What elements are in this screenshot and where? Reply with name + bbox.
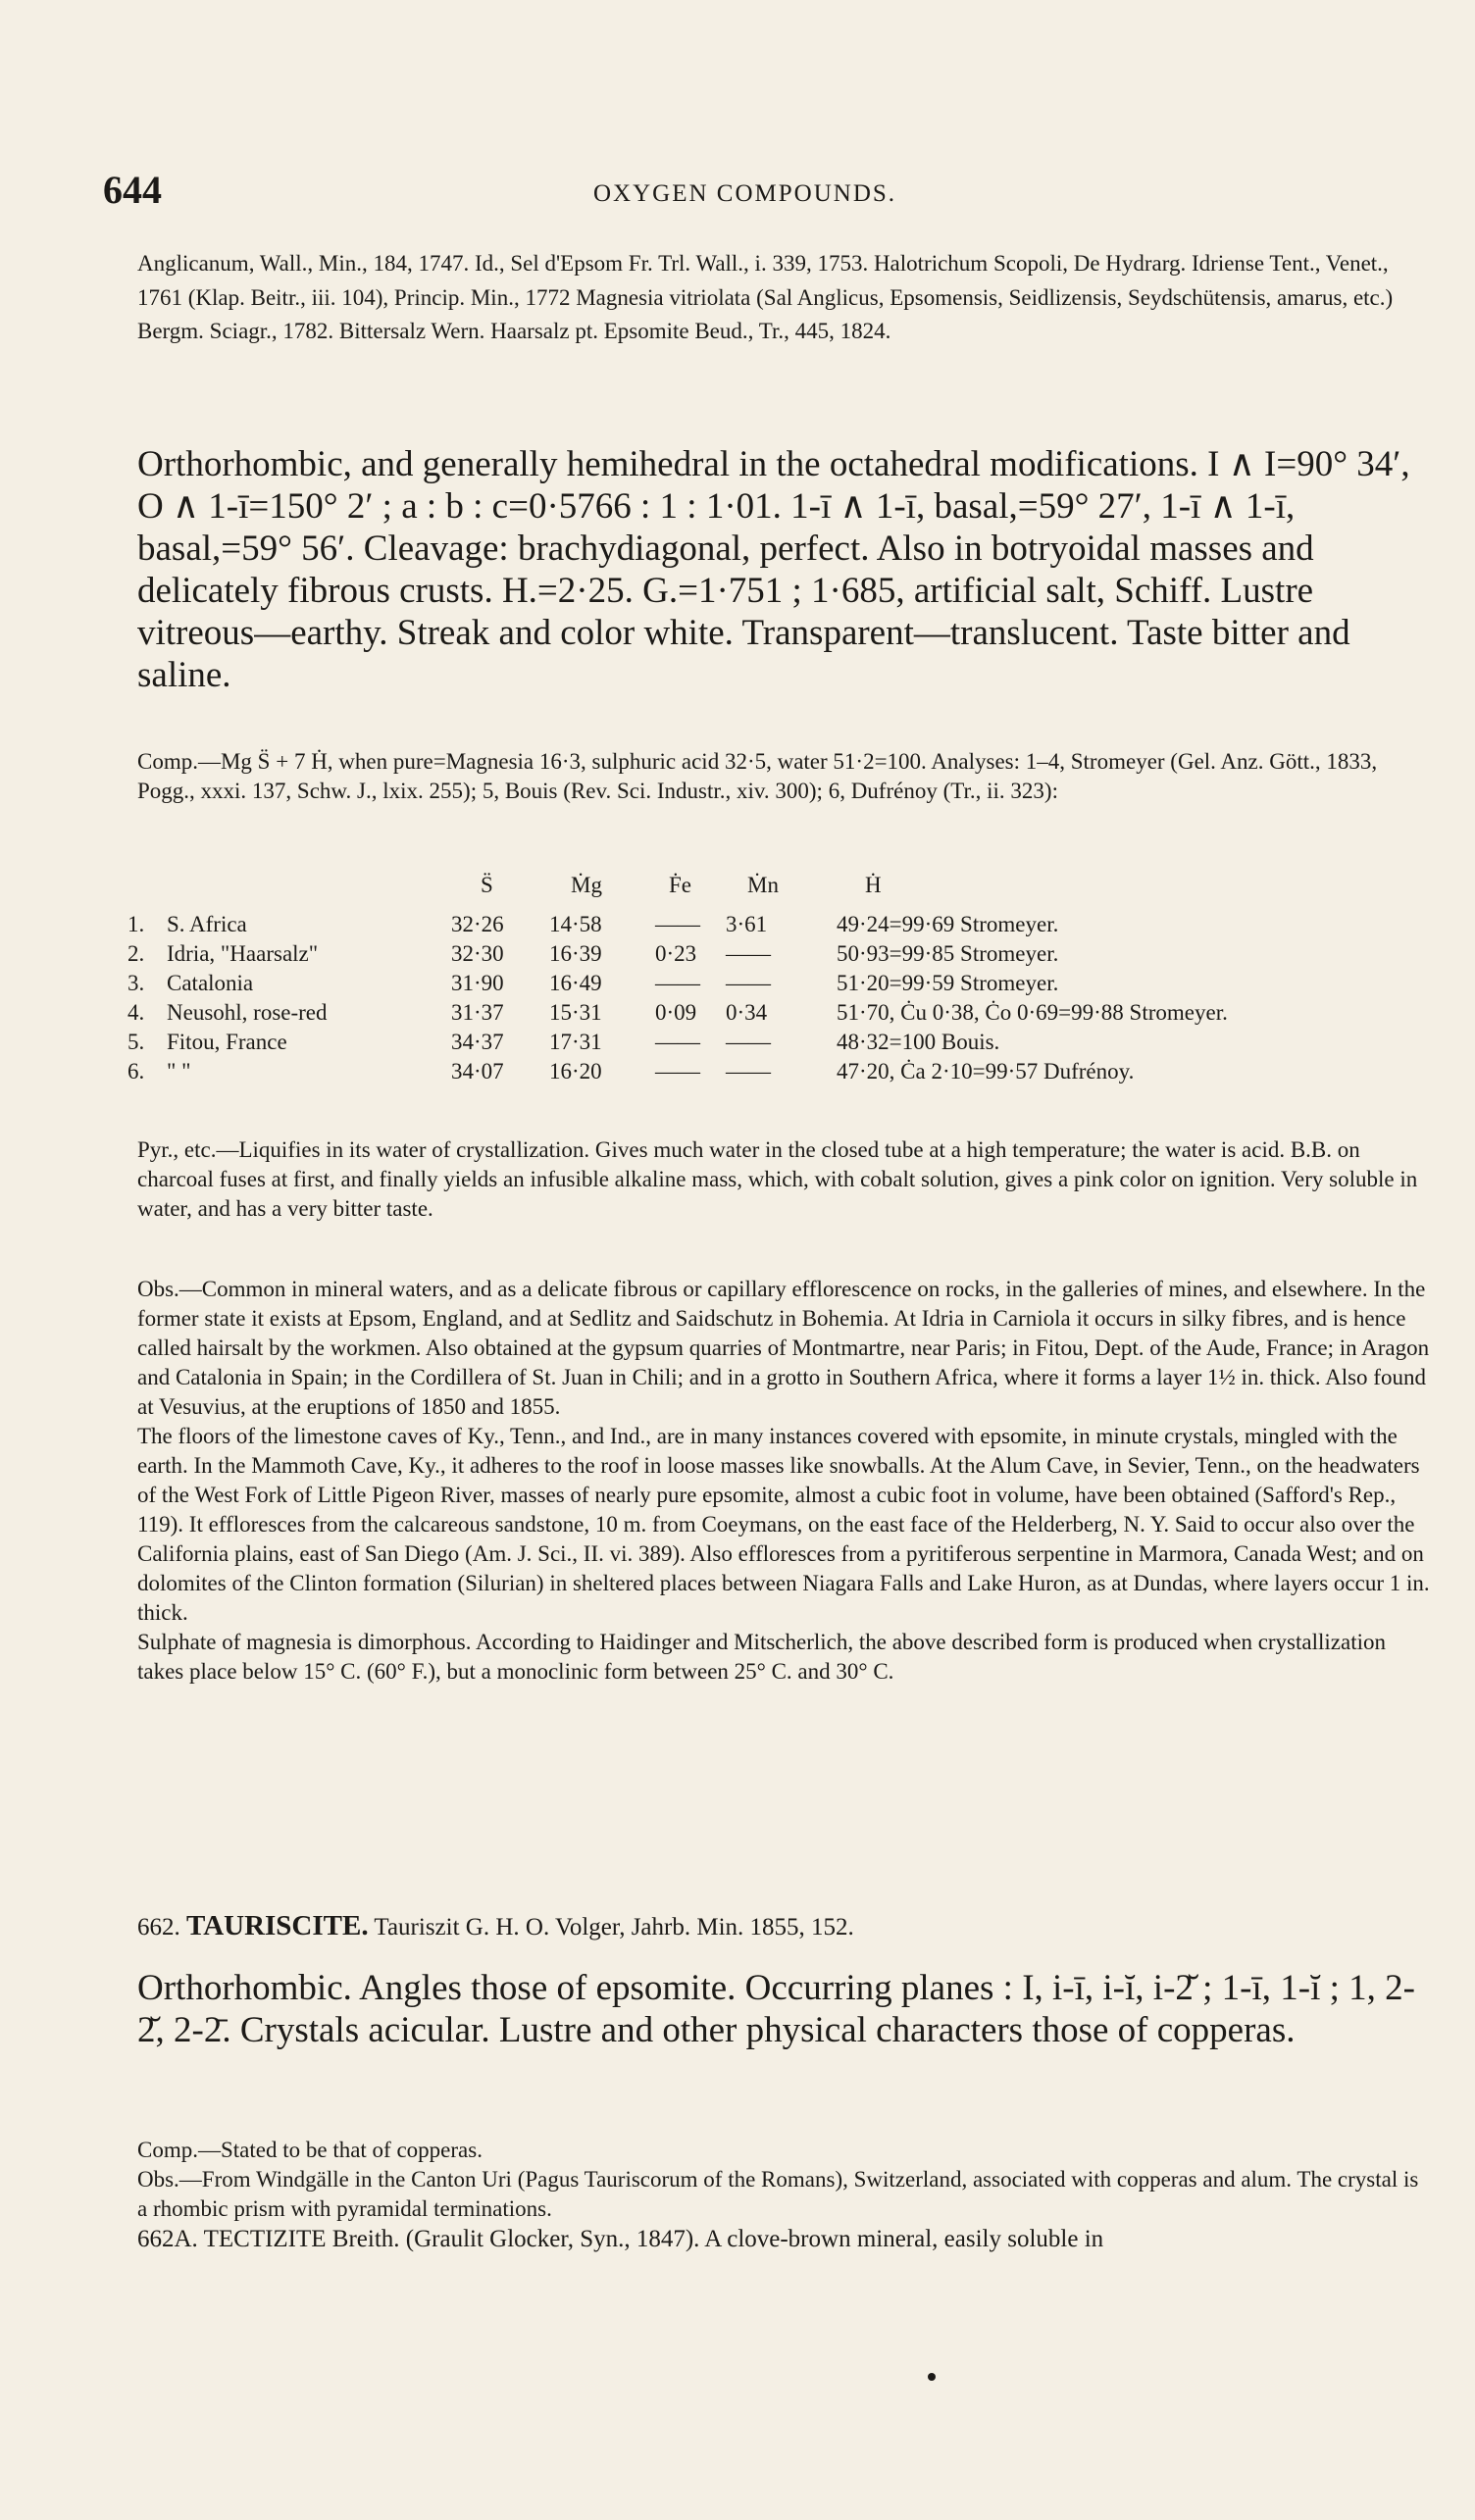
sulphuric-acid-value: 32·30 (451, 941, 504, 966)
species-662-observations: Obs.—From Windgälle in the Canton Uri (Pagus Tauriscorum of the Romans), Switzerland, associated with copperas and alum. The crystal is a rhombic prism with pyramidal terminations. (137, 2167, 1419, 2221)
manganese-value: 3·61 (726, 912, 768, 936)
composition-paragraph: Comp.—Mg S̈ + 7 Ḣ, when pure=Magnesia 16·3, sulphuric acid 32·5, water 51·2=100. Analyses: 1–4, Stromeyer (Gel. Anz. Gött., 1833, Pogg., xxxi. 137, Schw. J., lxix. 255); 5, Bouis (Rev. Sci. Industr., xiv. 300); 6, Dufrénoy (Tr., ii. 323): (137, 749, 1378, 803)
sulphuric-acid-value: 32·26 (451, 912, 504, 936)
observations-paragraph: The floors of the limestone caves of Ky., Tenn., and Ind., are in many instances covered with epsomite, in minute crystals, mingled with the earth. In the Mammoth Cave, Ky., it adheres to the roof in loose masses like snowballs. At the Alum Cave, in Sevier, Tenn., on the headwaters of the West Fork of Little Pigeon River, masses of nearly pure epsomite, almost a cubic foot in volume, have been obtained (Safford's Rep., 119). It effloresces from the calcareous sandstone, 10 m. from Coeymans, on the east face of the Helderberg, N. Y. Said to occur also over the California plains, east of San Diego (Am. J. Sci., II. vi. 389). Also effloresces from a pyritiferous serpentine in Marmora, Canada West; and on dolomites of the Clinton formation (Silurian) in sheltered places between Niagara Falls and Lake Huron, as at Dundas, where layers occur 1 in. thick. (137, 1424, 1430, 1625)
page-mark (928, 2373, 936, 2381)
column-header: Ḟe (669, 873, 691, 897)
column-header: Ṁn (747, 873, 779, 897)
manganese-value: —— (726, 971, 771, 995)
water-and-total: 47·20, Ċa 2·10=99·57 Dufrénoy. (837, 1059, 1135, 1084)
magnesia-value: 17·31 (549, 1030, 602, 1054)
sulphuric-acid-value: 31·90 (451, 971, 504, 995)
row-number: 6. (127, 1059, 145, 1084)
sulphuric-acid-value: 34·07 (451, 1059, 504, 1084)
magnesia-value: 16·39 (549, 941, 602, 966)
water-and-total: 51·70, Ċu 0·38, Ċo 0·69=99·88 Stromeyer. (837, 1000, 1228, 1025)
table-row (118, 1000, 1432, 1030)
row-number: 5. (127, 1030, 145, 1054)
column-header: S̈ (481, 873, 493, 897)
locality: Neusohl, rose-red (167, 1000, 328, 1025)
page-number: 644 (103, 168, 162, 212)
locality: Catalonia (167, 971, 254, 995)
manganese-value: —— (726, 941, 771, 966)
species-662-heading (137, 1910, 1432, 1942)
water-and-total: 50·93=99·85 Stromeyer. (837, 941, 1059, 966)
species-name: TAURISCITE. (186, 1910, 369, 1941)
table-row (118, 971, 1432, 1000)
water-and-total: 49·24=99·69 Stromeyer. (837, 912, 1059, 936)
table-row (118, 912, 1432, 941)
column-header: Ḣ (865, 873, 882, 897)
row-number: 2. (127, 941, 145, 966)
observations-paragraph: Obs.—Common in mineral waters, and as a delicate fibrous or capillary efflorescence on rocks, in the galleries of mines, and elsewhere. In the former state it exists at Epsom, England, and at Sedlitz and Saidschutz in Bohemia. At Idria in Carniola it occurs in silky fibres, and is hence called hairsalt by the workmen. Also obtained at the gypsum quarries of Montmartre, near Paris; in Fitou, Dept. of the Aude, France; in Aragon and Catalonia in Spain; in the Cordillera of St. Juan in Chili; and in a grotto in Southern Africa, where it forms a layer 1½ in. thick. Also found at Vesuvius, at the eruptions of 1850 and 1855. (137, 1277, 1430, 1419)
observations-paragraph: Sulphate of magnesia is dimorphous. According to Haidinger and Mitscherlich, the above described form is produced when crystallization takes place below 15° C. (60° F.), but a monoclinic form between 25° C. and 30° C. (137, 1630, 1386, 1684)
species-synonym: Tauriszit G. H. O. Volger, Jahrb. Min. 1855, 152. (374, 1914, 854, 1940)
species-662a-entry: 662A. TECTIZITE Breith. (Graulit Glocker, Syn., 1847). A clove-brown mineral, easily soluble in (137, 2226, 1104, 2252)
species-number: 662. (137, 1914, 180, 1940)
manganese-value: 0·34 (726, 1000, 768, 1025)
water-and-total: 48·32=100 Bouis. (837, 1030, 1000, 1054)
species-662-description: Orthorhombic. Angles those of epsomite. Occurring planes : I, i-ī, i-ĭ, i-2̆ ; 1-ī, 1-ĭ ; 1, 2-2̆, 2-2̄. Crystals acicular. Lustre and other physical characters those of copperas. (137, 1968, 1415, 2050)
page-header (103, 167, 1417, 216)
locality: Fitou, France (167, 1030, 287, 1054)
magnesia-value: 16·49 (549, 971, 602, 995)
iron-value: —— (655, 912, 700, 936)
water-and-total: 51·20=99·59 Stromeyer. (837, 971, 1059, 995)
observations-section (137, 1275, 1432, 1687)
locality: " " (167, 1059, 191, 1084)
species-662-composition: Comp.—Stated to be that of copperas. (137, 2138, 483, 2162)
locality: Idria, "Haarsalz" (167, 941, 319, 966)
table-row (118, 1030, 1432, 1059)
iron-value: 0·23 (655, 941, 697, 966)
iron-value: —— (655, 1059, 700, 1084)
row-number: 3. (127, 971, 145, 995)
table-row (118, 941, 1432, 971)
iron-value: —— (655, 971, 700, 995)
column-header: Ṁg (571, 873, 602, 897)
manganese-value: —— (726, 1059, 771, 1084)
pyrognostics-paragraph: Pyr., etc.—Liquifies in its water of crystallization. Gives much water in the closed tube at a high temperature; the water is acid. B.B. on charcoal fuses at first, and finally yields an infusible alkaline mass, which, with cobalt solution, gives a pink color on ignition. Very soluble in water, and has a very bitter taste. (137, 1137, 1418, 1221)
iron-value: —— (655, 1030, 700, 1054)
magnesia-value: 16·20 (549, 1059, 602, 1084)
sulphuric-acid-value: 34·37 (451, 1030, 504, 1054)
table-row (118, 1059, 1432, 1088)
row-number: 1. (127, 912, 145, 936)
analyses-header-row (118, 873, 1432, 902)
iron-value: 0·09 (655, 1000, 697, 1025)
sulphuric-acid-value: 31·37 (451, 1000, 504, 1025)
magnesia-value: 14·58 (549, 912, 602, 936)
crystal-description: Orthorhombic, and generally hemihedral in the octahedral modifications. I ∧ I=90° 34′, O ∧ 1-ī=150° 2′ ; a : b : c=0·5766 : 1 : 1·01. 1-ī ∧ 1-ī, basal,=59° 27′, 1-ī ∧ 1-ī, basal,=59° 56′. Cleavage: brachydiagonal, perfect. Also in botryoidal masses and delicately fibrous crusts. H.=2·25. G.=1·751 ; 1·685, artificial salt, Schiff. Lustre vitreous—earthy. Streak and color white. Transparent—translucent. Taste bitter and saline. (137, 444, 1410, 695)
synonymy-paragraph: Anglicanum, Wall., Min., 184, 1747. Id., Sel d'Epsom Fr. Trl. Wall., i. 339, 1753. Halotrichum Scopoli, De Hydrarg. Idriense Tent., Venet., 1761 (Klap. Beitr., iii. 104), Princip. Min., 1772 Magnesia vitriolata (Sal Anglicus, Epsomensis, Seidlizensis, Seydschütensis, amarus, etc.) Bergm. Sciagr., 1782. Bittersalz Wern. Haarsalz pt. Epsomite Beud., Tr., 445, 1824. (137, 251, 1394, 343)
running-head: OXYGEN COMPOUNDS. (593, 180, 897, 207)
row-number: 4. (127, 1000, 145, 1025)
manganese-value: —— (726, 1030, 771, 1054)
magnesia-value: 15·31 (549, 1000, 602, 1025)
locality: S. Africa (167, 912, 247, 936)
